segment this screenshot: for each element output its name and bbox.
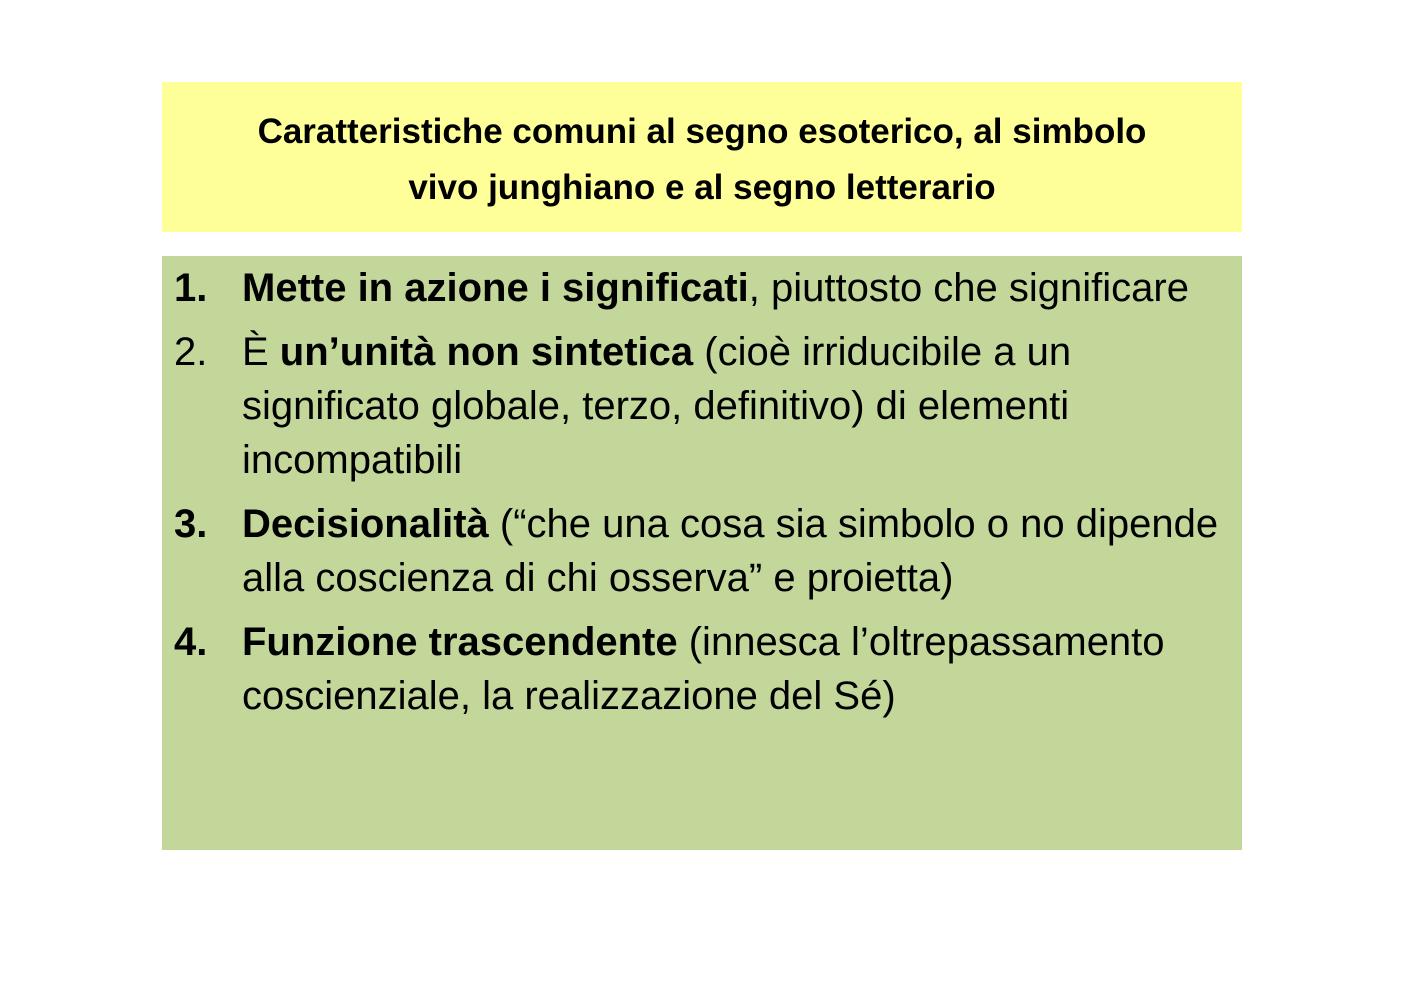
item-text: [242, 325, 1242, 487]
item-regular-text: , piuttosto che significare: [748, 266, 1189, 310]
title-box: [162, 82, 1242, 232]
item-bold-text: Decisionalità: [242, 502, 489, 546]
list-item-3: [162, 497, 1242, 605]
item-number: 3.: [174, 502, 208, 546]
item-regular-text: (“che una cosa sia simbolo o no dipende alla coscienza di chi osserva” e proietta): [242, 502, 1219, 600]
item-text: [242, 497, 1242, 605]
item-number: 4.: [174, 620, 208, 664]
title-line-2: vivo junghiano e al segno letterario: [408, 168, 996, 207]
item-prefix-text: È: [242, 330, 280, 374]
item-text: [242, 615, 1242, 723]
characteristics-list: [162, 256, 1242, 850]
list-item-2: [162, 325, 1242, 487]
item-regular-text: (cioè irriducibile a un significato globale, terzo, definitivo) di elementi incompatibili: [242, 330, 1072, 482]
item-number: 1.: [174, 266, 208, 310]
item-bold-text: Mette in azione i significati: [242, 266, 749, 310]
item-regular-text: (innesca l’oltrepassamento coscienziale, la realizzazione del Sé): [242, 620, 1165, 718]
list-item-1: [162, 261, 1242, 315]
item-bold-text: un’unità non sintetica: [279, 330, 694, 374]
list-item-4: [162, 615, 1242, 723]
item-number: 2.: [174, 330, 208, 374]
item-bold-text: Funzione trascendente: [242, 620, 678, 664]
item-text: [242, 261, 1242, 315]
title-line-1: Caratteristiche comuni al segno esoterico, al simbolo: [257, 112, 1147, 151]
slide-title: [162, 104, 1242, 216]
